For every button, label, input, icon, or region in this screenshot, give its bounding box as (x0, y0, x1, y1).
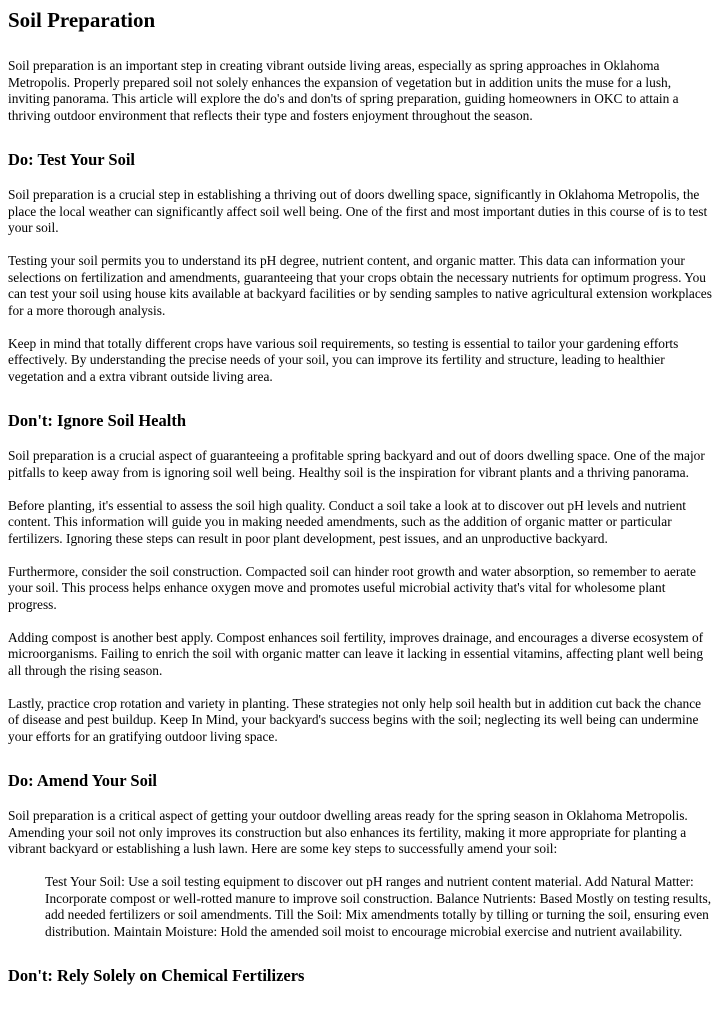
section-paragraph: Lastly, practice crop rotation and variety in planting. These strategies not only help soil health but in addition cut back the chance of disease and pest buildup. Keep In Mind, your backyard's success begins with the soil; neglecting its well being can undermine your efforts for an gratifying outdoor living space. (8, 695, 702, 744)
section-paragraph: Soil preparation is a critical aspect of getting your outdoor dwelling areas ready for the spring season in Oklahoma Metropolis. Amending your soil not only improves its construction but also enhances its fertility, making it more appropriate for planting a vibrant backyard or establishing a lush lawn. Here are some key steps to successfully amend your soil: (8, 808, 688, 856)
article (0, 8, 720, 985)
section-paragraph: Keep in mind that totally different crops have various soil requirements, so testing is essential to tailor your gardening efforts effectively. By understanding the precise needs of your soil, you can improve its fertility and structure, leading to healthier vegetation and a extra vibrant outside living area. (8, 335, 679, 384)
section-heading-test-soil: Do: Test Your Soil (8, 150, 135, 169)
section-paragraph: Soil preparation is a crucial aspect of guaranteeing a profitable spring backyard and out of doors dwelling space. One of the major pitfalls to keep away from is ignoring soil well being. Healthy soil is the inspiration for vibrant plants and a thriving panorama. (8, 448, 705, 480)
section-heading-ignore-soil-health: Don't: Ignore Soil Health (8, 411, 186, 430)
section-heading-chemical-fertilizers: Don't: Rely Solely on Chemical Fertilizers (8, 966, 305, 985)
section-paragraph: Adding compost is another best apply. Compost enhances soil fertility, improves drainage, and encourages a diverse ecosystem of microorganisms. Failing to enrich the soil with organic matter can leave it lacking in essential vitamins, affecting plant well being all through the rising season. (8, 629, 704, 678)
section-paragraph: Testing your soil permits you to understand its pH degree, nutrient content, and organic matter. This data can information your selections on fertilization and amendments, guaranteeing that your crops obtain the necessary nutrients for optimum progress. You can test your soil using house kits available at backyard facilities or by sending samples to native agricultural extension workplaces for a more thorough analysis. (8, 253, 712, 318)
page-title: Soil Preparation (8, 8, 156, 32)
section-heading-amend-soil: Do: Amend Your Soil (8, 771, 157, 790)
section-paragraph: Furthermore, consider the soil construction. Compacted soil can hinder root growth and water absorption, so remember to aerate your soil. This process helps enhance oxygen move and promotes useful microbial activity that's vital for wholesome plant progress. (8, 563, 696, 612)
section-paragraph: Soil preparation is a crucial step in establishing a thriving out of doors dwelling space, significantly in Oklahoma Metropolis, the place the local weather can significantly affect soil well being. One of the first and most important duties in this course of is to test your soil. (8, 187, 708, 235)
amend-steps-blockquote: Test Your Soil: Use a soil testing equipment to discover out pH ranges and nutrient content material. Add Natural Matter: Incorporate compost or well-rotted manure to improve soil construction. Balance Nutrients: Based Mostly on testing results, add needed fertilizers or soil amendments. Till the Soil: Mix amendments totally by tilling or turning the soil, ensuring even distribution. Maintain Moisture: Hold the amended soil moist to encourage microbial exercise and nutrient availability. (45, 874, 712, 939)
intro-paragraph: Soil preparation is an important step in creating vibrant outside living areas, especially as spring approaches in Oklahoma Metropolis. Properly prepared soil not solely enhances the expansion of vegetation but in addition units the muse for a lush, inviting panorama. This article will explore the do's and don'ts of spring preparation, guiding homeowners in OKC to attain a thriving outdoor environment that reflects their type and fosters enjoyment throughout the season. (8, 58, 679, 123)
section-paragraph: Before planting, it's essential to assess the soil high quality. Conduct a soil take a look at to discover out pH levels and nutrient content. This information will guide you in making needed amendments, such as the addition of organic matter or particular fertilizers. Ignoring these steps can result in poor plant development, pest issues, and an unproductive backyard. (8, 497, 687, 546)
